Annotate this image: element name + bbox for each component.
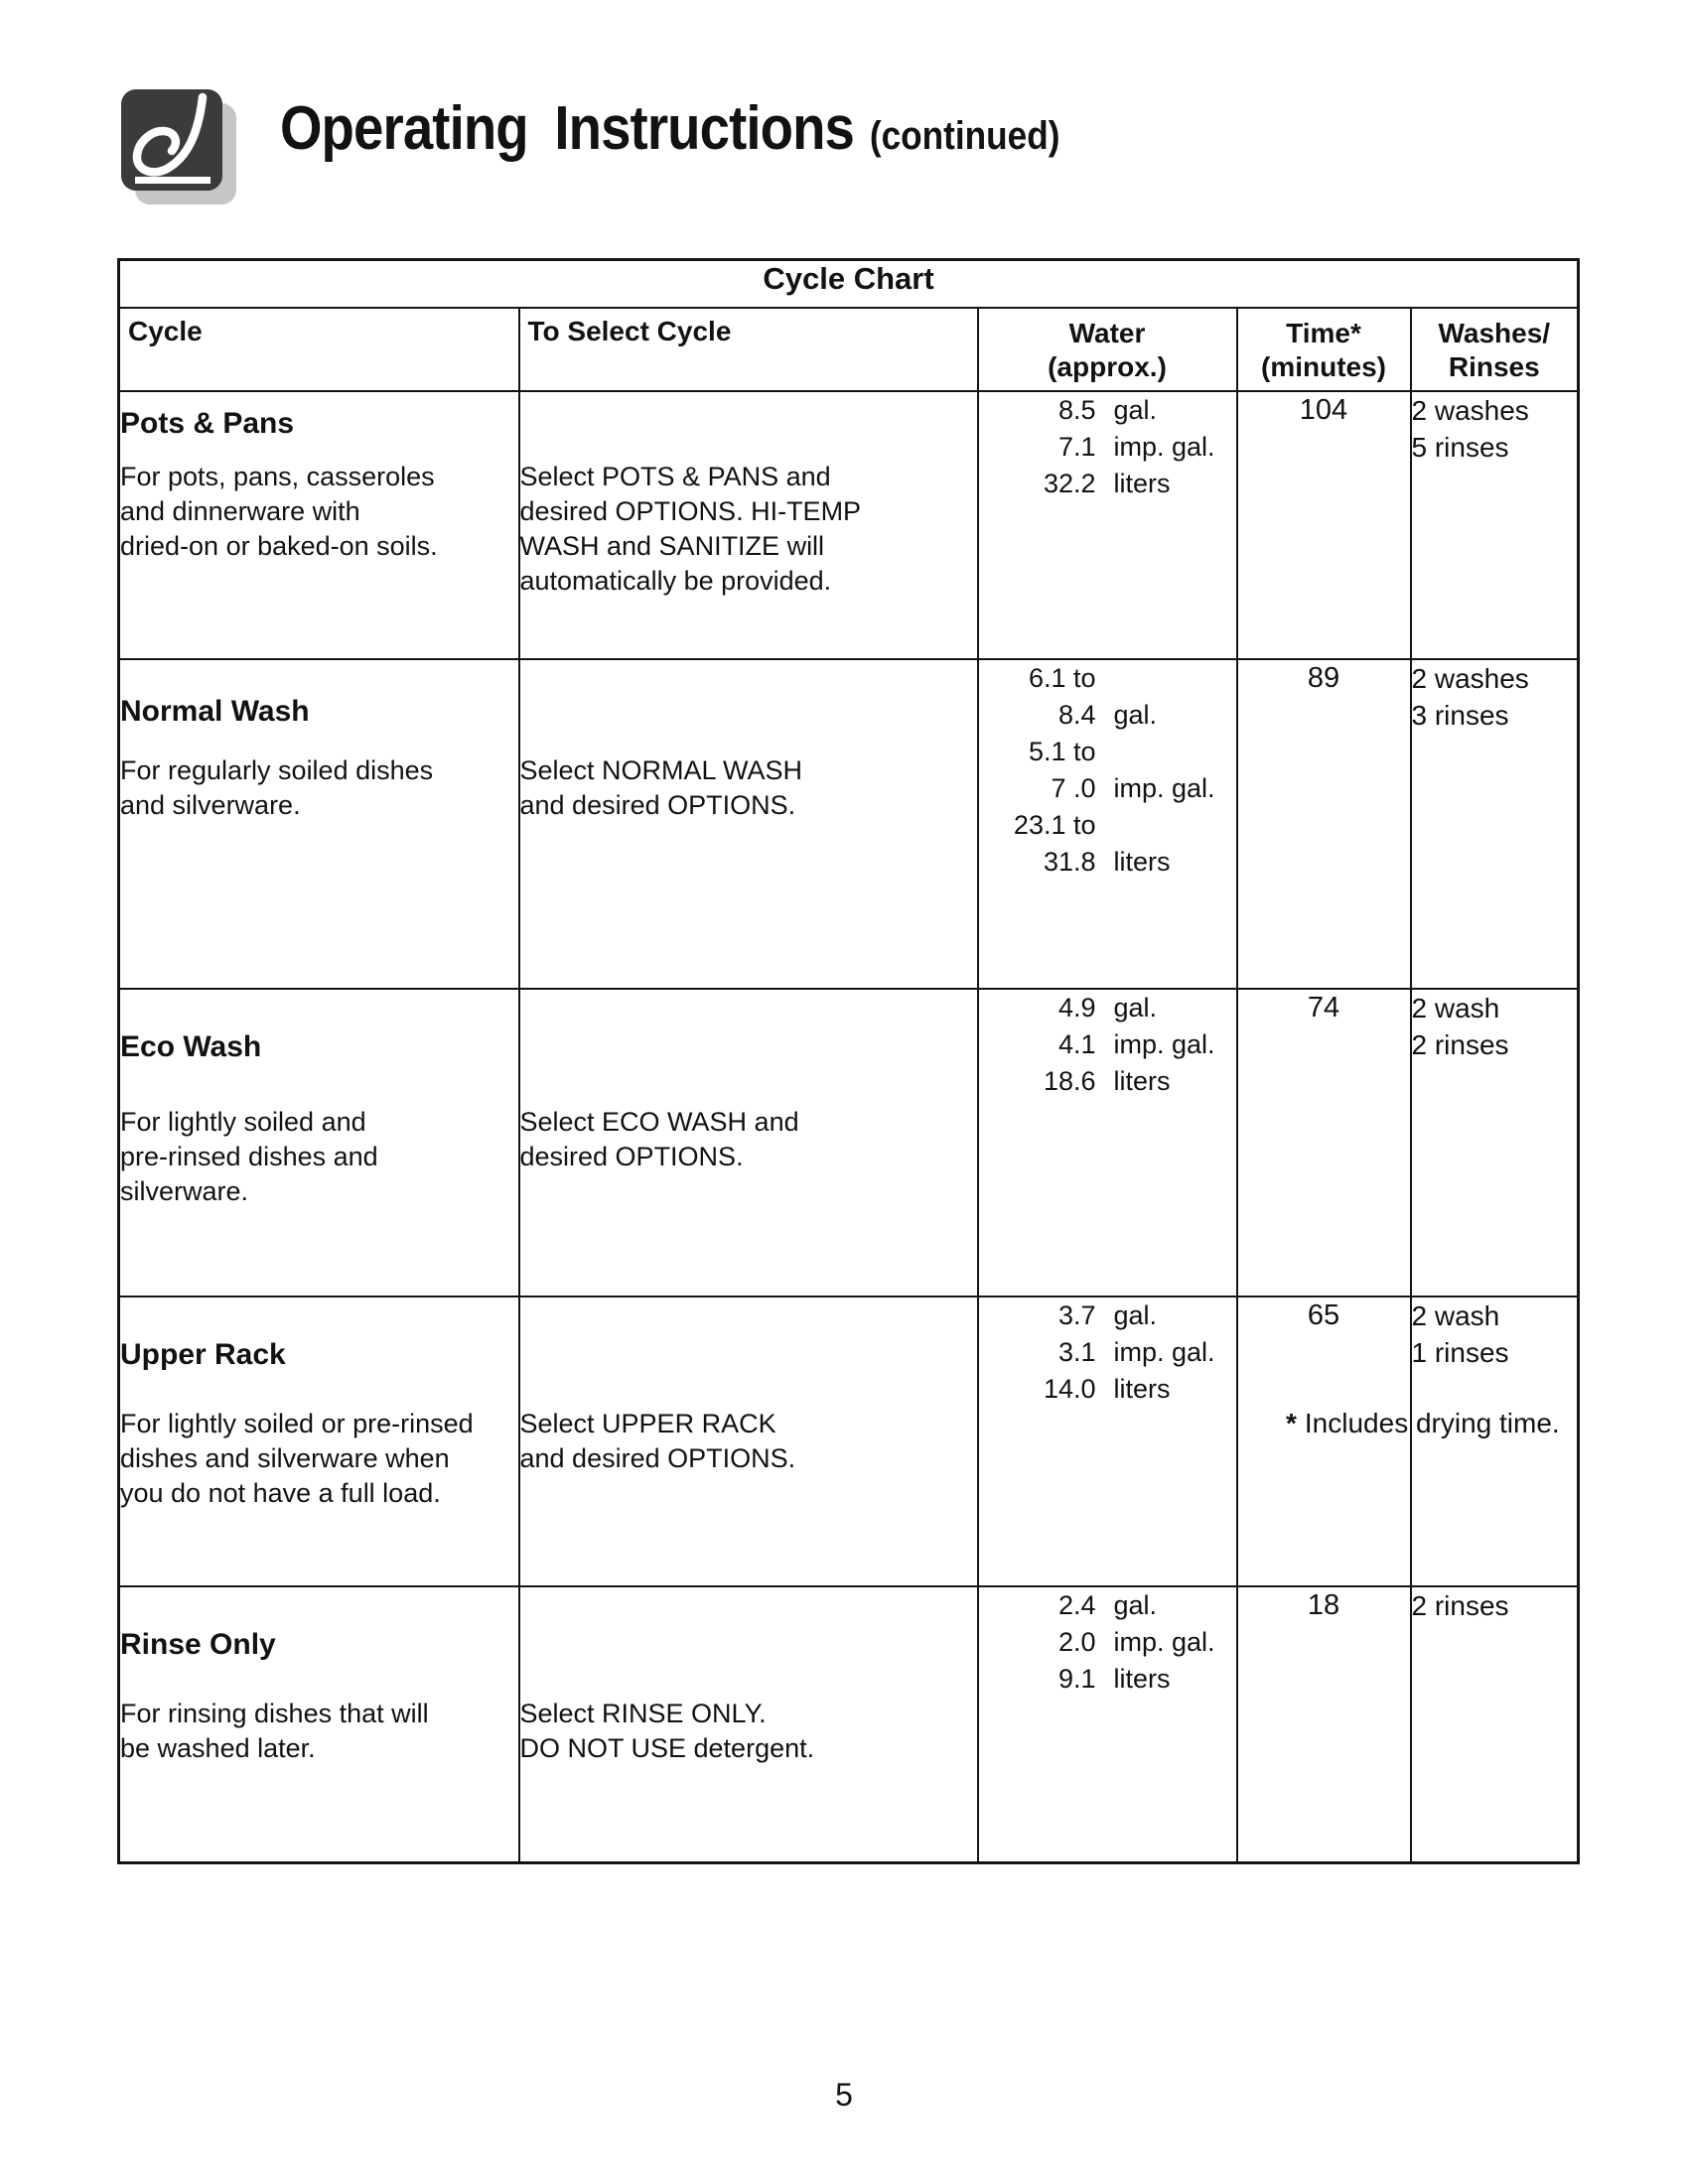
water-line [979,1624,1236,1661]
col-header-time-line2: (minutes) [1261,351,1386,382]
water-unit: gal. [1113,700,1158,730]
time-cell [1237,989,1411,1297]
cycle-chart-table [117,258,1580,1864]
water-value: 31.8 [1043,847,1096,877]
time-cell [1237,659,1411,989]
table-title: Cycle Chart [119,260,1579,309]
page-title-text: Operating Instructions [280,94,855,163]
select-instruction-line: Select UPPER RACK [519,1409,776,1438]
cycle-row-normal-wash [119,659,1579,989]
cycle-desc-line: For pots, pans, casseroles [120,462,435,491]
washes-line: 5 rinses [1411,432,1509,463]
time-value: 104 [1299,394,1348,426]
cycle-cell [119,659,519,989]
select-cycle-cell [519,1297,978,1586]
water-line [979,1334,1236,1371]
cycle-name: Upper Rack [120,1338,286,1371]
page-title-continued: (continued) [869,114,1060,158]
table-title-row [119,260,1579,309]
select-instruction-line: DO NOT USE detergent. [519,1733,815,1763]
time-cell [1237,391,1411,659]
water-value: 7 .0 [1051,773,1096,803]
water-unit: imp. gal. [1113,773,1215,803]
water-line [979,660,1236,697]
water-unit: liters [1113,1066,1171,1096]
washes-cell [1411,391,1579,659]
cycle-desc-line: be washed later. [120,1733,316,1763]
water-line [979,807,1236,844]
cycle-description [120,753,518,823]
cycle-name: Pots & Pans [120,407,295,440]
water-value: 8.5 [1057,395,1096,425]
water-cell [978,659,1237,989]
water-unit: imp. gal. [1113,1627,1215,1657]
time-value: 89 [1307,662,1340,694]
water-cell [978,391,1237,659]
cycle-row-pots-pans [119,391,1579,659]
washes-cell [1411,1297,1579,1586]
col-header-time-line1: Time* [1286,318,1361,348]
water-line [979,1063,1236,1100]
water-value: 4.9 [1057,993,1096,1023]
cycle-desc-line: you do not have a full load. [120,1478,441,1508]
water-value: 2.0 [1057,1627,1096,1657]
col-header-water-line2: (approx.) [1048,351,1167,382]
cycle-description [120,1407,518,1511]
time-value: 74 [1307,992,1340,1024]
water-unit: gal. [1113,1300,1158,1330]
water-line [979,734,1236,770]
select-instruction-line: desired OPTIONS. [519,1142,744,1171]
water-cell [978,1297,1237,1586]
water-value: 5.1 to [1028,737,1096,766]
washes-cell [1411,659,1579,989]
cycle-name: Eco Wash [120,1030,262,1063]
cycle-desc-line: silverware. [120,1176,249,1206]
washes-cell [1411,1586,1579,1863]
time-cell [1237,1586,1411,1863]
col-header-water [978,308,1237,391]
select-instruction-line: and desired OPTIONS. [519,790,796,820]
select-cycle-cell [519,391,978,659]
cycle-row-upper-rack [119,1297,1579,1586]
water-value: 8.4 [1057,700,1096,730]
col-header-washes-line2: Rinses [1448,351,1540,382]
water-line [979,429,1236,466]
cycle-desc-line: dishes and silverware when [120,1443,450,1473]
water-unit: gal. [1113,1590,1158,1620]
water-line [979,1297,1236,1334]
cycle-desc-line: pre-rinsed dishes and [120,1142,378,1171]
washes-line: 1 rinses [1411,1337,1509,1368]
cycle-row-rinse-only [119,1586,1579,1863]
water-line [979,392,1236,429]
water-value: 18.6 [1043,1066,1096,1096]
water-unit: imp. gal. [1113,1337,1215,1367]
water-line [979,990,1236,1026]
cycle-row-eco-wash [119,989,1579,1297]
footnote-text: Includes drying time. [1304,1408,1560,1438]
select-cycle-cell [519,1586,978,1863]
water-unit: liters [1113,1664,1171,1694]
select-cycle-cell [519,989,978,1297]
select-instruction-line: Select POTS & PANS and [519,462,831,491]
water-value: 14.0 [1043,1374,1096,1404]
water-value: 7.1 [1057,432,1096,462]
drying-time-footnote [1286,1408,1560,1439]
washes-line: 2 washes [1411,663,1529,694]
time-value: 65 [1307,1299,1340,1331]
water-cell [978,1586,1237,1863]
cycle-desc-line: and silverware. [120,790,301,820]
select-instruction-line: Select RINSE ONLY. [519,1699,767,1728]
col-header-water-line1: Water [1068,318,1146,348]
water-value: 23.1 to [1013,810,1096,840]
col-header-washes-line1: Washes/ [1438,318,1551,348]
water-value: 3.7 [1057,1300,1096,1330]
select-instruction-line: and desired OPTIONS. [519,1443,796,1473]
page-number: 5 [835,2077,853,2113]
cycle-desc-line: For regularly soiled dishes [120,755,434,785]
water-unit: gal. [1113,993,1158,1023]
water-line [979,1371,1236,1408]
water-unit: liters [1113,469,1171,498]
water-unit: imp. gal. [1113,1029,1215,1059]
water-line [979,1587,1236,1624]
cycle-desc-line: For lightly soiled and [120,1107,366,1137]
cycle-description [120,1105,518,1209]
select-instruction-line: WASH and SANITIZE will [519,531,825,561]
water-unit: imp. gal. [1113,432,1215,462]
cycle-cell [119,391,519,659]
water-value: 6.1 to [1028,663,1096,693]
cycle-description [120,1697,518,1766]
ladle-dish-icon [111,79,242,210]
time-cell [1237,1297,1411,1586]
cycle-cell [119,1297,519,1586]
cycle-desc-line: dried-on or baked-on soils. [120,531,438,561]
cycle-desc-line: and dinnerware with [120,496,360,526]
select-instruction-line: desired OPTIONS. HI-TEMP [519,496,862,526]
page-title [280,93,1059,164]
cycle-name: Normal Wash [120,695,310,728]
col-header-cycle: Cycle [119,308,519,391]
washes-line: 2 rinses [1411,1029,1509,1060]
cycle-desc-line: For lightly soiled or pre-rinsed [120,1409,474,1438]
select-cycle-cell [519,659,978,989]
col-header-washes [1411,308,1579,391]
select-instruction-line: Select NORMAL WASH [519,755,803,785]
water-line [979,697,1236,734]
cycle-description [120,460,518,564]
washes-line: 2 wash [1411,993,1500,1024]
cycle-cell [119,989,519,1297]
select-instruction-line: Select ECO WASH and [519,1107,799,1137]
cycle-cell [119,1586,519,1863]
water-value: 32.2 [1043,469,1096,498]
col-header-select: To Select Cycle [519,308,978,391]
washes-line: 2 washes [1411,395,1529,426]
water-value: 9.1 [1057,1664,1096,1694]
washes-line: 2 wash [1411,1300,1500,1331]
time-value: 18 [1307,1589,1340,1621]
water-line [979,1661,1236,1698]
water-line [979,770,1236,807]
washes-line: 2 rinses [1411,1590,1509,1621]
cycle-name: Rinse Only [120,1628,276,1661]
water-unit: liters [1113,1374,1171,1404]
page-header [111,79,1167,210]
water-value: 3.1 [1057,1337,1096,1367]
water-line [979,1026,1236,1063]
col-header-time [1237,308,1411,391]
water-line [979,466,1236,502]
water-line [979,844,1236,881]
select-instruction-line: automatically be provided. [519,566,832,596]
water-value: 4.1 [1057,1029,1096,1059]
table-header-row [119,308,1579,391]
water-cell [978,989,1237,1297]
water-unit: gal. [1113,395,1158,425]
water-value: 2.4 [1057,1590,1096,1620]
washes-cell [1411,989,1579,1297]
water-unit: liters [1113,847,1171,877]
footnote-asterisk: * [1286,1408,1297,1438]
washes-line: 3 rinses [1411,700,1509,731]
cycle-desc-line: For rinsing dishes that will [120,1699,429,1728]
